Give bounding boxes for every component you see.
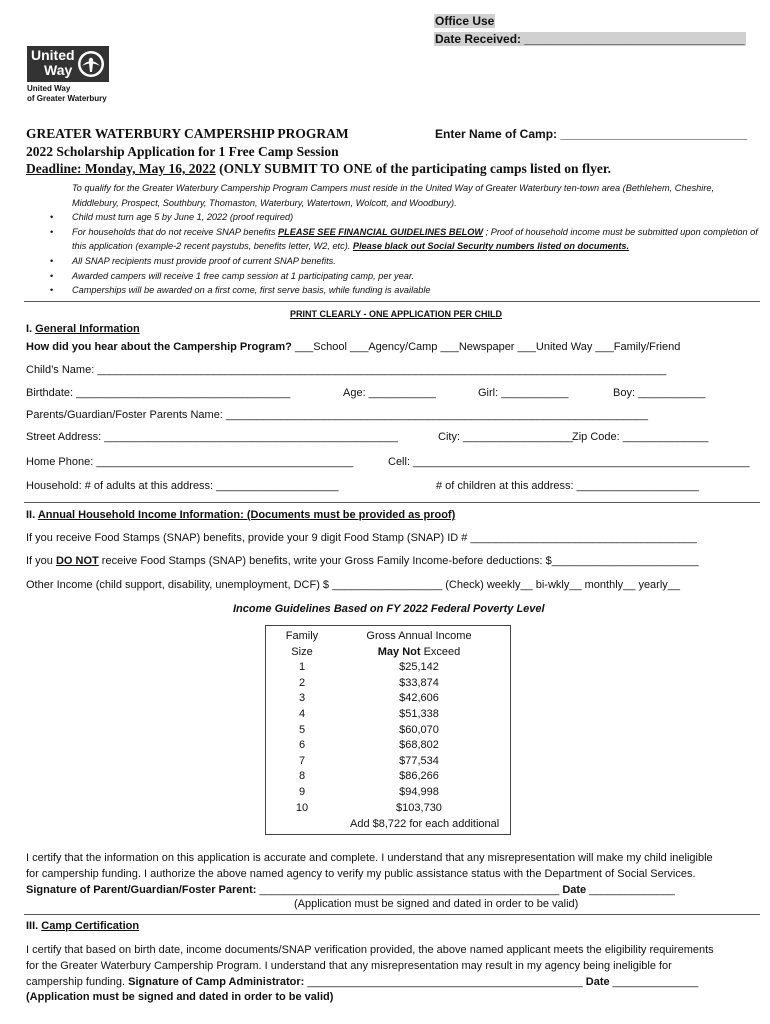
table-row: 7 [298, 754, 306, 767]
family-size-column: Family Size 1 2 3 4 5 6 7 8 9 10 [266, 628, 338, 815]
application-subtitle: 2022 Scholarship Application for 1 Free Camp Session [26, 144, 339, 159]
list-item: To qualify for the Greater Waterbury Campership Program Campers must reside in the United Way of Greater Waterbury ten-town area (Bethlehem, Cheshire, Middlebury, Prospect, Southbury, Thomaston, Waterbury, Watertown, Wolcott, and Woodbury). [72, 183, 715, 208]
child-name-field[interactable]: Child’s Name: _____________________________________________________________________________________________ [26, 364, 667, 376]
section-1-title: I. General Information [26, 323, 140, 335]
other-income-field[interactable]: Other Income (child support, disability, unemployment, DCF) $ __________________ (Check) weekly__ bi-wkly__ monthly__ yearly__ [26, 579, 681, 591]
divider [24, 301, 760, 302]
list-item: • Awarded campers will receive 1 free camp session at 1 participating camp, per year. [50, 270, 415, 281]
divider [24, 914, 760, 915]
list-item: • All SNAP recipients must provide proof of current SNAP benefits. [50, 255, 336, 266]
table-row: $51,338 [399, 707, 439, 720]
table-row: $94,998 [399, 785, 439, 798]
table-row: 5 [298, 723, 306, 736]
boy-field[interactable]: Boy: ___________ [613, 387, 706, 399]
table-row: $42,606 [399, 692, 439, 705]
children-field[interactable]: # of children at this address: ____________________ [436, 480, 699, 492]
table-row: $77,534 [399, 754, 439, 767]
camp-admin-signature-field[interactable]: _____________________________________________ [307, 975, 586, 988]
parents-name-field[interactable]: Parents/Guardian/Foster Parents Name: _____________________________________________________________________ [26, 409, 649, 421]
hear-about-question: How did you hear about the Campership Program? ___School ___Agency/Camp ___Newspaper ___United Way ___Family/Friend [26, 341, 681, 353]
camp-certification-text: I certify that based on birth date, income documents/SNAP verification provided, the above named applicant meets the eligibility requirements for the Greater Waterbury Campership Program. I understand that any misrepresentation may result in my agency being ineligible for campership funding. Signature of Camp Administrator: _____________________________________________ Date ______________ (Application must be signed and dated in order to be valid) [26, 944, 714, 1004]
table-row: $60,070 [399, 723, 439, 736]
table-row: $103,730 [396, 801, 442, 814]
camp-date-field[interactable]: ______________ [609, 975, 699, 988]
logo-caption: United Way of Greater Waterbury [27, 84, 107, 103]
city-field[interactable]: City: __________________ [438, 431, 574, 443]
divider [24, 502, 760, 503]
zip-code-field[interactable]: Zip Code: ______________ [572, 431, 709, 443]
table-footer: Add $8,722 for each additional [350, 818, 500, 830]
date-received-field[interactable]: Date Received: _________________________________ [435, 32, 745, 46]
parent-signature-field[interactable]: _________________________________________________ [259, 883, 563, 896]
gross-income-field[interactable]: If you DO NOT receive Food Stamps (SNAP) benefits, write your Gross Family Income-before deductions: $________________________ [26, 555, 699, 567]
cell-field[interactable]: Cell: _______________________________________________________ [388, 456, 750, 468]
parent-certification-text: I certify that the information on this application is accurate and complete. I understand that any misrepresentation will make my child ineligible for campership funding. I authorize the above named agency to verify my public assistance status with the Department of Social Services. Signature of Parent/Guardian/Foster Parent: _________________________________________________ Date ______________ [26, 852, 713, 896]
snap-id-field[interactable]: If you receive Food Stamps (SNAP) benefits, provide your 9 digit Food Stamp (SNAP) ID # _____________________________________ [26, 532, 697, 544]
street-address-field[interactable]: Street Address: ________________________________________________ [26, 431, 398, 443]
section-3-title: III. Camp Certification [26, 920, 140, 932]
list-item: • Camperships will be awarded on a first come, first serve basis, while funding is available [50, 285, 431, 296]
girl-field[interactable]: Girl: ___________ [478, 387, 569, 399]
table-row: 9 [298, 785, 306, 798]
table-row: $68,802 [399, 739, 439, 752]
parent-date-field[interactable]: ______________ [586, 883, 675, 896]
deadline-line: Deadline: Monday, May 16, 2022 (ONLY SUBMIT TO ONE of the participating camps listed on flyer. [26, 161, 612, 176]
table-row: 2 [298, 676, 306, 689]
table-row: 3 [298, 692, 306, 705]
camp-name-field[interactable]: Enter Name of Camp: ____________________________ [435, 127, 748, 141]
table-row: 4 [298, 707, 306, 720]
table-row: 10 [295, 801, 309, 814]
parent-valid-note: (Application must be signed and dated in order to be valid) [294, 898, 579, 910]
united-way-emblem-icon [77, 50, 105, 78]
adults-field[interactable]: Household: # of adults at this address: ____________________ [26, 480, 339, 492]
eligibility-list [28, 181, 758, 298]
table-row: 1 [298, 661, 306, 674]
table-row: $33,874 [399, 676, 439, 689]
list-item: • For households that do not receive SNAP benefits PLEASE SEE FINANCIAL GUIDELINES BELOW ; Proof of household income must be submitted upon completion of this application (example-2 recent paystubs, benefits letter, W2, etc). Please black out Social Security numbers listed on documents. [50, 226, 758, 252]
table-row: 8 [298, 770, 306, 783]
guidelines-title: Income Guidelines Based on FY 2022 Federal Poverty Level [233, 603, 545, 615]
income-guidelines-table [265, 625, 511, 835]
list-item: • Child must turn age 5 by June 1, 2022 (proof required) [50, 212, 294, 223]
office-use-label: Office Use [435, 14, 495, 28]
birthdate-field[interactable]: Birthdate: ___________________________________ [26, 387, 291, 399]
age-field[interactable]: Age: ___________ [343, 387, 436, 399]
program-title: GREATER WATERBURY CAMPERSHIP PROGRAM [26, 126, 349, 141]
table-row: $86,266 [399, 770, 439, 783]
table-row: $25,142 [399, 661, 439, 674]
table-row: 6 [298, 739, 306, 752]
united-way-logo: United Way [27, 46, 109, 82]
section-2-title: II. Annual Household Income Information: (Documents must be provided as proof) [26, 509, 456, 521]
gross-income-column: Gross Annual Income May Not Exceed $25,142 $33,874 $42,606 $51,338 $60,070 $68,802 $77,534 $86,266 $94,998 $103,730 [348, 628, 490, 815]
print-clearly-note: PRINT CLEARLY - ONE APPLICATION PER CHILD [290, 309, 503, 319]
home-phone-field[interactable]: Home Phone: __________________________________________ [26, 456, 354, 468]
